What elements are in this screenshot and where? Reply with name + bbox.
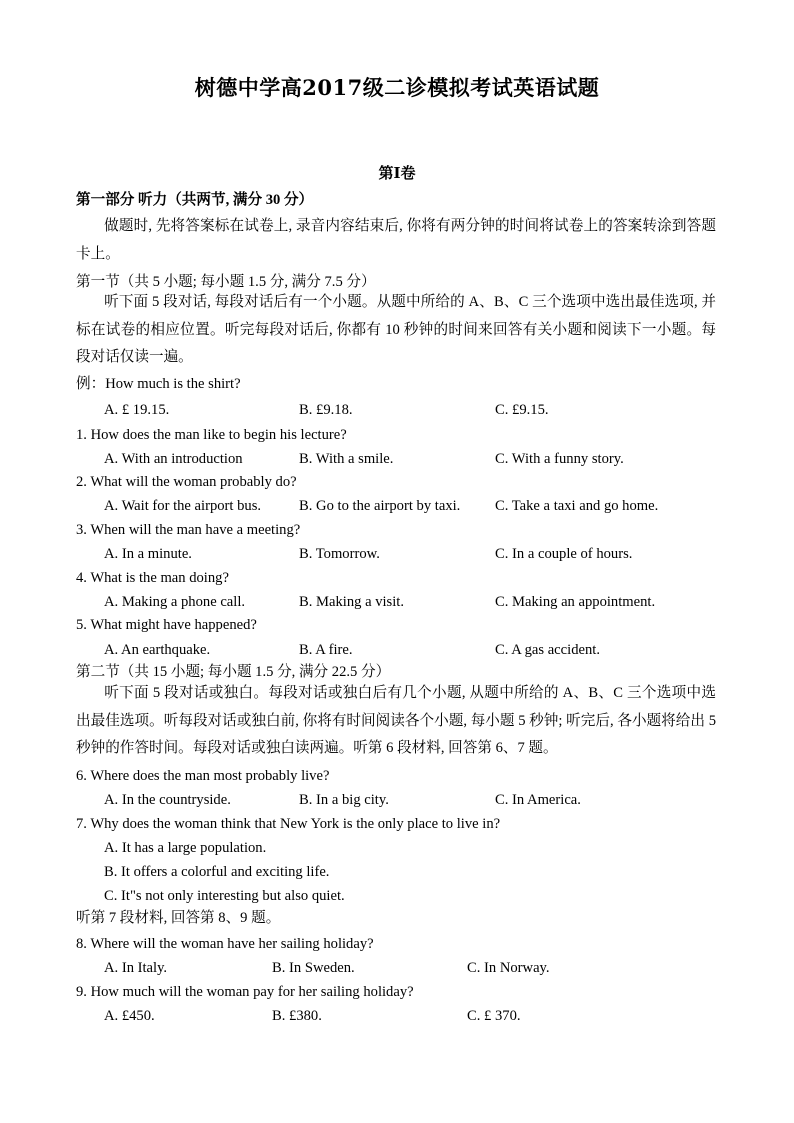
q6-option-c: C. In America. — [495, 792, 581, 808]
section1-heading: 第一节（共 5 小题; 每小题 1.5 分, 满分 7.5 分） — [76, 274, 376, 290]
question-9: 9. How much will the woman pay for her sailing holiday? — [76, 984, 414, 1000]
q6-option-b: B. In a big city. — [299, 792, 389, 808]
question-5: 5. What might have happened? — [76, 617, 257, 633]
example-option-b: B. £9.18. — [299, 402, 353, 418]
q5-option-b: B. A fire. — [299, 642, 353, 658]
question-2: 2. What will the woman probably do? — [76, 474, 297, 490]
q3-option-c: C. In a couple of hours. — [495, 546, 633, 562]
q1-option-b: B. With a smile. — [299, 451, 394, 467]
q1-option-c: C. With a funny story. — [495, 451, 624, 467]
q4-option-b: B. Making a visit. — [299, 594, 404, 610]
example-option-c: C. £9.15. — [495, 402, 549, 418]
q5-option-c: C. A gas accident. — [495, 642, 600, 658]
q8-option-c: C. In Norway. — [467, 960, 550, 976]
question-3: 3. When will the man have a meeting? — [76, 522, 301, 538]
part1-heading: 第一部分 听力（共两节, 满分 30 分） — [76, 192, 314, 208]
q2-option-a: A. Wait for the airport bus. — [104, 498, 262, 514]
question-8: 8. Where will the woman have her sailing holiday? — [76, 936, 374, 952]
question-4: 4. What is the man doing? — [76, 570, 229, 586]
q2-option-b: B. Go to the airport by taxi. — [299, 498, 461, 514]
q9-option-c: C. £ 370. — [467, 1008, 521, 1024]
q2-option-c: C. Take a taxi and go home. — [495, 498, 659, 514]
q1-option-a: A. With an introduction — [104, 451, 243, 467]
example-question: 例：How much is the shirt? — [76, 376, 241, 392]
q3-option-b: B. Tomorrow. — [299, 546, 380, 562]
q8-option-a: A. In Italy. — [104, 960, 168, 976]
q9-option-a: A. £450. — [104, 1008, 155, 1024]
question-1: 1. How does the man like to begin his lecture? — [76, 427, 347, 443]
example-option-a: A. £ 19.15. — [104, 402, 170, 418]
q6-option-a: A. In the countryside. — [104, 792, 231, 808]
q5-option-a: A. An earthquake. — [104, 642, 211, 658]
q3-option-a: A. In a minute. — [104, 546, 192, 562]
page-title: 树德中学高2017级二诊模拟考试英语试题 — [194, 75, 600, 100]
part1-intro: 做题时, 先将答案标在试卷上, 录音内容结束后, 你将有两分钟的时间将试卷上的答案转涂到答题卡上。 — [76, 218, 716, 262]
question-7: 7. Why does the woman think that New York is the only place to live in? — [76, 816, 501, 832]
material-7-instruction: 听第 7 段材料, 回答第 8、9 题。 — [76, 910, 281, 926]
q8-option-b: B. In Sweden. — [272, 960, 355, 976]
q4-option-a: A. Making a phone call. — [104, 594, 246, 610]
section2-instructions: 听下面 5 段对话或独白。每段对话或独白后有几个小题, 从题中所给的 A、B、C 三个选项中选出最佳选项。听每段对话或独白前, 你将有时间阅读各个小题, 每小题 5 秒钟; 听完后, 各小题将给出 5 秒钟的作答时间。每段对话或独白读两遍。听第 6 段材料, 回答第 6、7 题。 — [76, 685, 716, 756]
section2-heading: 第二节（共 15 小题; 每小题 1.5 分, 满分 22.5 分） — [76, 664, 391, 680]
volume-heading: 第Ⅰ卷 — [378, 166, 416, 182]
section1-instructions: 听下面 5 段对话, 每段对话后有一个小题。从题中所给的 A、B、C 三个选项中选出最佳选项, 并标在试卷的相应位置。听完每段对话后, 你都有 10 秒钟的时间来回答有关小题和阅读下一小题。每段对话仅读一遍。 — [76, 294, 716, 365]
question-6: 6. Where does the man most probably live? — [76, 768, 330, 784]
q7-option-c: C. It"s not only interesting but also quiet. — [104, 888, 345, 904]
q7-option-b: B. It offers a colorful and exciting life. — [104, 864, 330, 880]
q9-option-b: B. £380. — [272, 1008, 322, 1024]
q7-option-a: A. It has a large population. — [104, 840, 267, 856]
q4-option-c: C. Making an appointment. — [495, 594, 656, 610]
